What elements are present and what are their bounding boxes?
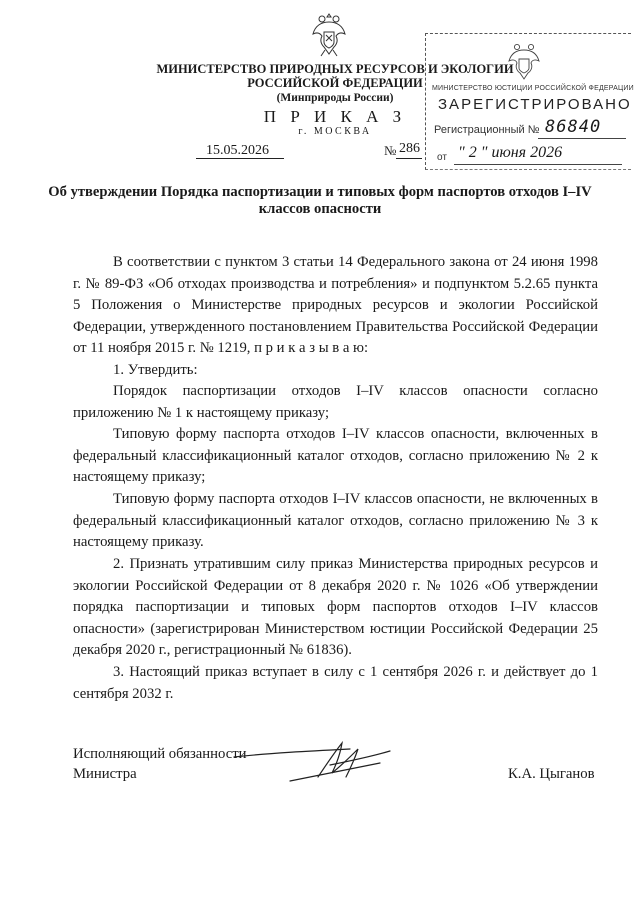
stamp-registration-number-label: Регистрационный № xyxy=(434,124,540,136)
stamp-registration-date: " 2 " июня 2026 xyxy=(458,144,563,161)
stamp-date-prefix: от xyxy=(437,152,447,163)
order-date: 15.05.2026 xyxy=(206,143,269,158)
ministry-name-line1: МИНИСТЕРСТВО ПРИРОДНЫХ РЕСУРСОВ И ЭКОЛОГИИ xyxy=(156,62,514,76)
preamble-paragraph: В соответствии с пунктом 3 статьи 14 Федерального закона от 24 июня 1998 г. № 89-ФЗ «Об отходах производства и потребления» и подпунктом 5.2.65 пункта 5 Положения о Министерстве природных ресурсов и экологии Российской Федерации, утвержденного постановлением Правительства Российской Федерации от 11 ноября 2015 г. № 1219, п р и к а з ы в а ю: xyxy=(73,254,598,356)
stamp-registered-label: ЗАРЕГИСТРИРОВАНО xyxy=(438,96,632,113)
signatory-position-line1: Исполняющий обязанности xyxy=(73,746,247,762)
number-underline xyxy=(396,158,422,159)
item-1-sub-1: Порядок паспортизации отходов I–IV классов опасности согласно приложению № 1 к настоящему приказу; xyxy=(73,383,598,421)
order-city: г. МОСКВА xyxy=(298,126,372,137)
stamp-coat-of-arms-icon xyxy=(507,40,541,82)
item-1-sub-2: Типовую форму паспорта отходов I–IV классов опасности, включенных в федеральный классификационный каталог отходов, согласно приложению № 2 к настоящему приказу; xyxy=(73,426,598,485)
stamp-regnum-underline xyxy=(538,138,626,139)
stamp-registration-number: 86840 xyxy=(545,117,602,137)
ministry-abbreviation: (Минприроды России) xyxy=(276,92,394,104)
number-sign: № xyxy=(384,143,397,158)
order-number: 286 xyxy=(399,141,420,156)
coat-of-arms-icon xyxy=(311,10,347,58)
date-underline xyxy=(196,158,284,159)
document-title: Об утверждении Порядка паспортизации и типовых форм паспортов отходов I–IV классов опасности xyxy=(48,184,592,217)
signatory-position-line2: Министра xyxy=(73,766,137,782)
stamp-ministry-name: МИНИСТЕРСТВО ЮСТИЦИИ РОССИЙСКОЙ ФЕДЕРАЦИИ xyxy=(432,85,634,92)
item-1-sub-3: Типовую форму паспорта отходов I–IV классов опасности, не включенных в федеральный классификационный каталог отходов, согласно приложению № 3 к настоящему приказу. xyxy=(73,491,598,550)
stamp-date-underline xyxy=(454,164,622,165)
signatory-name: К.А. Цыганов xyxy=(508,766,595,782)
ministry-name-line2: РОССИЙСКОЙ ФЕДЕРАЦИИ xyxy=(247,76,423,90)
item-1-paragraph: 1. Утвердить: xyxy=(113,362,198,378)
handwritten-signature xyxy=(230,735,410,787)
item-2-paragraph: 2. Признать утратившим силу приказ Министерства природных ресурсов и экологии Российской Федерации от 8 декабря 2020 г. № 1026 «Об утверждении порядка паспортизации и типовых форм паспортов отходов I–IV классов опасности» (зарегистрирован Министерством юстиции Российской Федерации 25 декабря 2020 г., регистрационный № 61836). xyxy=(73,556,598,658)
item-3-paragraph: 3. Настоящий приказ вступает в силу с 1 сентября 2026 г. и действует до 1 сентября 2032 г. xyxy=(73,664,598,702)
order-heading: П Р И К А З xyxy=(263,107,407,126)
